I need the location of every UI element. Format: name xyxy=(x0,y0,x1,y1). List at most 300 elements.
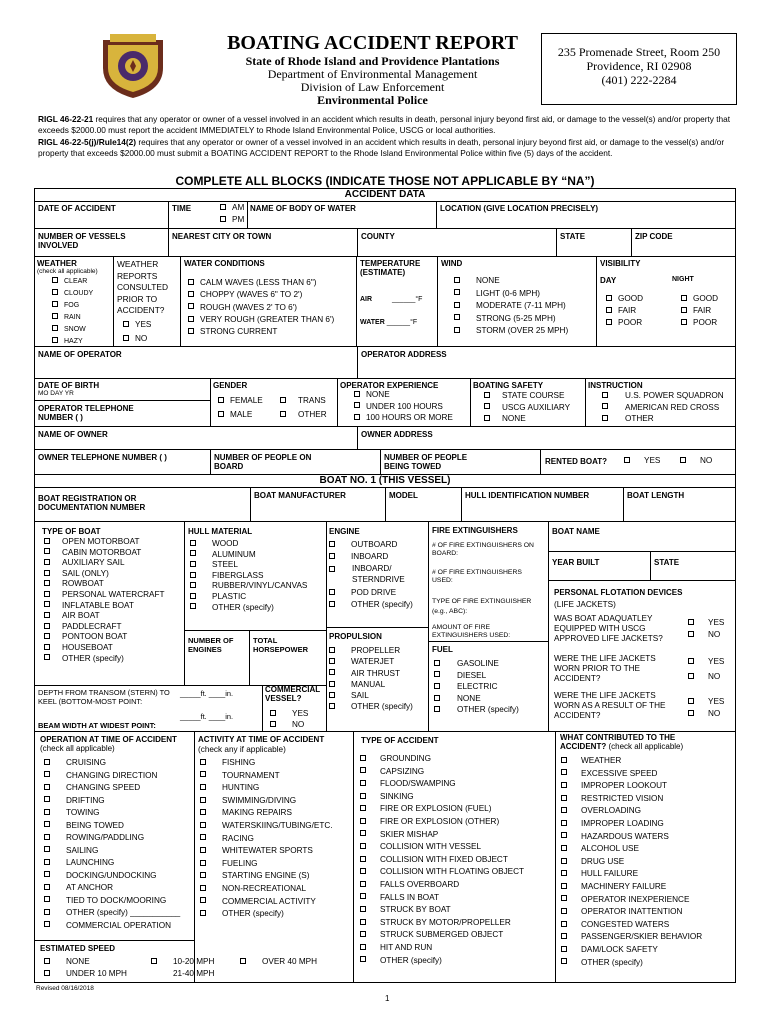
hull-option-5[interactable] xyxy=(190,581,307,592)
division-name: Division of Law Enforcement xyxy=(300,80,445,94)
accident-type-option-7[interactable] xyxy=(360,829,524,842)
accident-type-option-8[interactable] xyxy=(360,841,524,854)
operation-option-2[interactable] xyxy=(44,770,180,783)
contributed-option-6[interactable] xyxy=(561,818,702,831)
activity-options xyxy=(200,757,333,921)
propulsion-option-1[interactable] xyxy=(329,645,413,656)
checkbox-icon xyxy=(200,847,206,853)
hull-option-4[interactable] xyxy=(190,571,307,582)
hull-option-label: STEEL xyxy=(212,560,238,570)
accident-type-option-15[interactable] xyxy=(360,929,524,942)
depth-label: DEPTH FROM TRANSOM (STERN) TO KEEL (BOTTOM-MOST POINT: xyxy=(38,688,170,706)
water-calm[interactable] xyxy=(188,278,334,290)
contributed-option-9[interactable] xyxy=(561,856,702,869)
weather-rain[interactable] xyxy=(52,313,93,325)
safety-uscg-auxiliary-label: USCG AUXILIARY xyxy=(502,402,571,412)
checkbox-icon xyxy=(44,921,50,927)
instruction-power-squadron-label: U.S. POWER SQUADRON xyxy=(625,391,724,400)
safety-none[interactable] xyxy=(484,414,570,426)
gender-other[interactable] xyxy=(280,410,327,421)
wind-none[interactable] xyxy=(454,276,568,289)
boat-type-option-label: HOUSEBOAT xyxy=(62,642,113,652)
fuel-option-5[interactable] xyxy=(434,704,519,716)
boat-type-option-label: INFLATABLE BOAT xyxy=(62,600,134,610)
accident-type-option-10[interactable] xyxy=(360,866,524,879)
contributed-option-7[interactable] xyxy=(561,831,702,844)
accident-type-option-13[interactable] xyxy=(360,904,524,917)
boat-type-option-1[interactable] xyxy=(44,537,165,548)
am-checkbox[interactable] xyxy=(220,203,244,214)
accident-type-option-9[interactable] xyxy=(360,854,524,867)
form-title: BOATING ACCIDENT REPORT xyxy=(227,32,518,54)
activity-option-4[interactable] xyxy=(200,795,333,808)
accident-type-option-label: COLLISION WITH VESSEL xyxy=(380,842,482,852)
activity-option-label: TOURNAMENT xyxy=(222,770,280,780)
boat-type-option-11[interactable] xyxy=(44,643,165,654)
safety-options xyxy=(484,391,570,426)
fuel-option-1[interactable] xyxy=(434,658,519,670)
night-fair-label: FAIR xyxy=(693,306,712,315)
checkbox-icon xyxy=(360,944,366,950)
hull-option-2[interactable] xyxy=(190,550,307,561)
propulsion-option-6[interactable] xyxy=(329,701,413,712)
contributed-label xyxy=(560,733,690,751)
checkbox-icon xyxy=(44,784,50,790)
accident-type-option-3[interactable] xyxy=(360,778,524,791)
location-label: LOCATION (GIVE LOCATION PRECISELY) xyxy=(440,204,599,213)
wind-storm-label: STORM (OVER 25 MPH) xyxy=(476,326,569,335)
checkbox-icon xyxy=(44,548,50,554)
contributed-option-5[interactable] xyxy=(561,805,702,818)
pfd-q2-no[interactable] xyxy=(688,672,720,683)
checkbox-icon xyxy=(44,884,50,890)
propulsion-option-4[interactable] xyxy=(329,679,413,690)
revised-date: Revised 08/16/2018 xyxy=(36,985,94,992)
checkbox-icon xyxy=(434,683,440,689)
weather-options xyxy=(52,277,93,349)
pfd-sublabel: (LIFE JACKETS) xyxy=(554,600,616,609)
speed-none[interactable] xyxy=(44,957,90,968)
checkbox-icon xyxy=(200,759,206,765)
experience-under-100[interactable] xyxy=(354,402,453,414)
checkbox-icon xyxy=(200,872,206,878)
wind-light[interactable] xyxy=(454,289,568,302)
engine-inboard-sterndrive[interactable] xyxy=(329,564,413,588)
water-rough-label: ROUGH (WAVES 2' TO 6') xyxy=(200,302,297,312)
commercial-yes[interactable] xyxy=(270,709,308,720)
weather-reports-yes[interactable] xyxy=(123,320,151,331)
operation-option-6[interactable] xyxy=(44,820,180,833)
speed-under-10[interactable] xyxy=(44,969,127,980)
contributed-option-17[interactable] xyxy=(561,957,702,970)
water-temp-unit: °F xyxy=(410,319,418,326)
accident-type-option-label: OTHER (specify) xyxy=(380,955,442,965)
accident-type-option-label: SKIER MISHAP xyxy=(380,829,439,839)
activity-option-label: OTHER (specify) xyxy=(222,909,284,919)
fire-extinguishers-label: FIRE EXTINGUISHERS xyxy=(432,526,518,535)
checkbox-icon xyxy=(200,822,206,828)
propulsion-option-3[interactable] xyxy=(329,668,413,679)
depth-ft-field[interactable]: _____ft. ____in. xyxy=(180,689,234,698)
contributed-option-label: OPERATOR INEXPERIENCE xyxy=(581,894,690,904)
activity-option-2[interactable] xyxy=(200,770,333,783)
fuel-option-3[interactable] xyxy=(434,681,519,693)
zip-code-label: ZIP CODE xyxy=(635,232,673,241)
boat-type-option-5[interactable] xyxy=(44,579,165,590)
engine-other[interactable] xyxy=(329,600,413,612)
operation-option-label: BEING TOWED xyxy=(66,820,124,830)
wind-label: WIND xyxy=(441,259,463,268)
weather-hazy-label: HAZY xyxy=(64,338,83,345)
operation-option-11[interactable] xyxy=(44,882,180,895)
activity-option-13[interactable] xyxy=(200,908,333,921)
operation-option-label: TOWING xyxy=(66,808,100,817)
operation-label xyxy=(40,735,190,753)
checkbox-icon xyxy=(200,809,206,815)
checkbox-icon xyxy=(44,846,50,852)
water-temp-field[interactable] xyxy=(360,319,417,326)
contributed-option-11[interactable] xyxy=(561,881,702,894)
propulsion-option-label: WATERJET xyxy=(351,657,395,667)
boat-type-option-label: OPEN MOTORBOAT xyxy=(62,537,140,546)
propulsion-option-5[interactable] xyxy=(329,690,413,701)
hull-option-1[interactable] xyxy=(190,539,307,550)
pfd-q2-yes[interactable] xyxy=(688,657,724,668)
pfd-q3-no-label: NO xyxy=(708,709,721,718)
water-strong-current[interactable] xyxy=(188,327,334,339)
checkbox-icon xyxy=(434,706,440,712)
boat-type-option-9[interactable] xyxy=(44,622,165,633)
fuel-option-2[interactable] xyxy=(434,670,519,682)
operation-option-label: ROWING/PADDLING xyxy=(66,833,145,842)
air-temp-field[interactable] xyxy=(360,296,422,303)
accident-type-option-5[interactable] xyxy=(360,803,524,816)
rented-yes[interactable] xyxy=(624,456,660,467)
weather-snow[interactable] xyxy=(52,325,93,337)
contributed-option-1[interactable] xyxy=(561,755,702,768)
hull-option-3[interactable] xyxy=(190,560,307,571)
checkbox-icon xyxy=(190,561,196,567)
type-of-boat-label: TYPE OF BOAT xyxy=(42,527,101,536)
hull-material-options xyxy=(190,539,307,613)
activity-option-label: HUNTING xyxy=(222,783,260,793)
weather-reports-question: WEATHER REPORTS CONSULTED PRIOR TO ACCIDENT? xyxy=(117,259,169,315)
wind-moderate[interactable] xyxy=(454,301,568,314)
checkbox-icon xyxy=(561,807,567,813)
boat-type-option-12[interactable] xyxy=(44,654,165,665)
day-fair[interactable] xyxy=(606,306,643,318)
pfd-q1-yes-label: YES xyxy=(708,618,725,627)
night-poor[interactable] xyxy=(681,318,718,330)
contributed-option-2[interactable] xyxy=(561,768,702,781)
pfd-q1-yes[interactable] xyxy=(688,618,724,629)
pfd-q1-no[interactable] xyxy=(688,630,720,641)
experience-options xyxy=(354,390,453,425)
operation-option-5[interactable] xyxy=(44,807,180,820)
operation-sublabel: (check all applicable) xyxy=(40,744,115,753)
checkbox-icon xyxy=(44,909,50,915)
activity-option-11[interactable] xyxy=(200,883,333,896)
activity-option-12[interactable] xyxy=(200,896,333,909)
pfd-question-2: WERE THE LIFE JACKETS WORN PRIOR TO THE ACCIDENT? xyxy=(554,654,656,683)
propulsion-option-label: OTHER (specify) xyxy=(351,702,413,712)
gender-male[interactable] xyxy=(218,410,252,421)
activity-option-label: SWIMMING/DIVING xyxy=(222,795,297,805)
contributed-option-10[interactable] xyxy=(561,868,702,881)
weather-fog-label: FOG xyxy=(64,302,80,309)
contributed-option-label: HAZARDOUS WATERS xyxy=(581,831,669,841)
visibility-day-options xyxy=(606,294,643,330)
checkbox-icon xyxy=(44,633,50,639)
propulsion-option-2[interactable] xyxy=(329,656,413,667)
engine-inboard[interactable] xyxy=(329,552,413,564)
night-good[interactable] xyxy=(681,294,718,306)
contributed-option-8[interactable] xyxy=(561,843,702,856)
commercial-no-label: NO xyxy=(292,720,305,729)
commercial-no[interactable] xyxy=(270,720,304,731)
temperature-label: TEMPERATURE (ESTIMATE) xyxy=(360,259,421,277)
contributed-option-3[interactable] xyxy=(561,780,702,793)
activity-option-8[interactable] xyxy=(200,845,333,858)
weather-reports-no[interactable] xyxy=(123,334,147,345)
fuel-option-label: NONE xyxy=(457,693,481,703)
law-paragraph-2 xyxy=(38,137,738,158)
contributed-option-label: IMPROPER LOADING xyxy=(581,818,664,828)
beam-ft-field[interactable]: _____ft. ____in. xyxy=(180,712,234,721)
activity-option-10[interactable] xyxy=(200,870,333,883)
activity-option-6[interactable] xyxy=(200,820,333,833)
checkbox-icon xyxy=(200,897,206,903)
pfd-q3-no[interactable] xyxy=(688,709,720,720)
checkbox-icon xyxy=(360,793,366,799)
speed-10-20[interactable] xyxy=(151,957,214,968)
checkbox-icon xyxy=(44,871,50,877)
accident-type-option-6[interactable] xyxy=(360,816,524,829)
fire-amount-used-label: AMOUNT OF FIRE EXTINGUISHERS USED: xyxy=(432,624,511,639)
unit-name: Environmental Police xyxy=(317,93,428,107)
operation-option-14[interactable] xyxy=(44,920,180,933)
engine-other-label: OTHER (specify) xyxy=(351,600,413,609)
activity-option-5[interactable] xyxy=(200,807,333,820)
hin-label: HULL IDENTIFICATION NUMBER xyxy=(465,491,590,500)
checkbox-icon xyxy=(44,796,50,802)
day-poor[interactable] xyxy=(606,318,643,330)
weather-fog[interactable] xyxy=(52,301,93,313)
operation-label-text: OPERATION AT TIME OF ACCIDENT xyxy=(40,735,177,744)
contributed-option-label: DAM/LOCK SAFETY xyxy=(581,944,658,954)
wind-storm[interactable] xyxy=(454,326,568,339)
experience-none-label: NONE xyxy=(366,390,390,399)
hull-option-label: WOOD xyxy=(212,539,239,548)
speed-10-20-label: 10-20 MPH xyxy=(173,957,215,966)
boat-type-option-4[interactable] xyxy=(44,569,165,580)
commercial-yes-label: YES xyxy=(292,709,309,718)
hull-option-7[interactable] xyxy=(190,603,307,614)
fuel-option-4[interactable] xyxy=(434,693,519,705)
type-of-accident-label: TYPE OF ACCIDENT xyxy=(361,736,439,745)
address-line1: 235 Promenade Street, Room 250 xyxy=(557,45,721,59)
fuel-label: FUEL xyxy=(432,645,453,654)
activity-option-9[interactable] xyxy=(200,858,333,871)
contributed-option-14[interactable] xyxy=(561,919,702,932)
accident-type-option-label: SINKING xyxy=(380,791,414,801)
operation-option-label: OTHER (specify) ___________ xyxy=(66,908,181,917)
operation-option-3[interactable] xyxy=(44,782,180,795)
checkbox-icon xyxy=(200,885,206,891)
accident-type-options xyxy=(360,753,524,967)
boat-type-option-8[interactable] xyxy=(44,611,165,622)
checkbox-icon xyxy=(561,845,567,851)
checkbox-icon xyxy=(44,538,50,544)
accident-type-option-label: STRUCK SUBMERGED OBJECT xyxy=(380,930,504,940)
contributed-options xyxy=(561,755,702,969)
accident-type-option-11[interactable] xyxy=(360,879,524,892)
pm-checkbox[interactable] xyxy=(220,215,244,226)
checkbox-icon xyxy=(44,771,50,777)
boat-type-option-6[interactable] xyxy=(44,590,165,601)
operation-option-13[interactable] xyxy=(44,907,180,920)
engine-outboard[interactable] xyxy=(329,540,413,552)
safety-uscg-auxiliary[interactable] xyxy=(484,403,570,415)
accident-type-option-4[interactable] xyxy=(360,791,524,804)
gender-trans[interactable] xyxy=(280,396,326,407)
water-choppy[interactable] xyxy=(188,290,334,302)
checkbox-icon xyxy=(329,658,335,664)
safety-state-course-label: STATE COURSE xyxy=(502,391,565,400)
accident-type-option-2[interactable] xyxy=(360,766,524,779)
pfd-q3-yes[interactable] xyxy=(688,697,724,708)
activity-option-1[interactable] xyxy=(200,757,333,770)
accident-type-option-1[interactable] xyxy=(360,753,524,766)
checkbox-icon xyxy=(44,759,50,765)
checkbox-icon xyxy=(44,821,50,827)
propulsion-options xyxy=(329,645,413,713)
engine-pod-drive[interactable] xyxy=(329,588,413,600)
boat-type-option-label: AUXILIARY SAIL xyxy=(62,558,125,568)
hull-option-6[interactable] xyxy=(190,592,307,603)
accident-type-option-14[interactable] xyxy=(360,917,524,930)
visibility-day-label: DAY xyxy=(600,276,617,285)
operation-option-10[interactable] xyxy=(44,870,180,883)
checkbox-icon xyxy=(360,931,366,937)
checkbox-icon xyxy=(190,572,196,578)
rented-no-label: NO xyxy=(700,456,713,465)
operation-option-label: DOCKING/UNDOCKING xyxy=(66,870,157,880)
air-temp-unit: °F xyxy=(415,296,423,303)
weather-hazy[interactable] xyxy=(52,337,93,349)
operation-option-7[interactable] xyxy=(44,832,180,845)
checkbox-icon xyxy=(561,820,567,826)
instruction-other[interactable] xyxy=(602,414,724,426)
wind-strong[interactable] xyxy=(454,314,568,327)
depth-ft-unit: ft. xyxy=(200,689,207,698)
instruction-red-cross[interactable] xyxy=(602,403,724,415)
accident-type-option-label: CAPSIZING xyxy=(380,766,425,776)
checkbox-icon xyxy=(360,893,366,899)
checkbox-icon xyxy=(360,919,366,925)
wind-moderate-label: MODERATE (7-11 MPH) xyxy=(476,301,566,310)
activity-option-3[interactable] xyxy=(200,782,333,795)
checkbox-icon xyxy=(190,593,196,599)
experience-none[interactable] xyxy=(354,390,453,402)
contributed-option-4[interactable] xyxy=(561,793,702,806)
activity-option-label: COMMERCIAL ACTIVITY xyxy=(222,896,316,906)
activity-label: ACTIVITY AT TIME OF ACCIDENT xyxy=(198,735,325,744)
operation-option-12[interactable] xyxy=(44,895,180,908)
boat-type-option-10[interactable] xyxy=(44,632,165,643)
activity-sublabel: (check any if applicable) xyxy=(198,745,286,754)
address-box xyxy=(541,33,737,105)
accident-type-option-17[interactable] xyxy=(360,955,524,968)
boat-type-options xyxy=(44,537,165,664)
gender-female[interactable] xyxy=(218,396,263,407)
weather-clear[interactable] xyxy=(52,277,93,289)
accident-type-option-label: COLLISION WITH FLOATING OBJECT xyxy=(380,867,525,877)
safety-state-course[interactable] xyxy=(484,391,570,403)
checkbox-icon xyxy=(44,612,50,618)
operation-option-4[interactable] xyxy=(44,795,180,808)
checkbox-icon xyxy=(360,767,366,773)
beam-label: BEAM WIDTH AT WIDEST POINT: xyxy=(38,721,156,730)
contributed-option-label: RESTRICTED VISION xyxy=(581,793,664,803)
night-fair[interactable] xyxy=(681,306,718,318)
speed-over-40[interactable] xyxy=(240,957,317,968)
contributed-option-13[interactable] xyxy=(561,906,702,919)
water-rough[interactable] xyxy=(188,303,334,315)
day-good[interactable] xyxy=(606,294,643,306)
water-very-rough[interactable] xyxy=(188,315,334,327)
accident-type-option-16[interactable] xyxy=(360,942,524,955)
activity-option-7[interactable] xyxy=(200,833,333,846)
rented-no[interactable] xyxy=(680,456,712,467)
checkbox-icon xyxy=(561,908,567,914)
contributed-option-16[interactable] xyxy=(561,944,702,957)
checkbox-icon xyxy=(44,601,50,607)
instruction-power-squadron[interactable] xyxy=(602,391,724,403)
accident-type-option-12[interactable] xyxy=(360,892,524,905)
weather-cloudy[interactable] xyxy=(52,289,93,301)
propulsion-option-label: PROPELLER xyxy=(351,646,401,655)
boat-type-option-7[interactable] xyxy=(44,601,165,612)
propulsion-option-label: AIR THRUST xyxy=(351,668,400,678)
engine-inboard-label: INBOARD xyxy=(351,552,389,561)
operation-option-1[interactable] xyxy=(44,757,180,770)
boat-type-option-3[interactable] xyxy=(44,558,165,569)
pm-label: PM xyxy=(232,215,245,224)
checkbox-icon xyxy=(561,795,567,801)
pfd-question-3: WERE THE LIFE JACKETS WORN AS A RESULT OF THE ACCIDENT? xyxy=(554,691,666,720)
complete-all-blocks-heading: COMPLETE ALL BLOCKS (INDICATE THOSE NOT APPLICABLE BY “NA”) xyxy=(175,174,595,188)
fire-number-used-label: # OF FIRE EXTINGUISHERS USED: xyxy=(432,569,522,584)
contributed-option-12[interactable] xyxy=(561,894,702,907)
page-number: 1 xyxy=(385,994,390,1003)
contributed-option-label: IMPROPER LOOKOUT xyxy=(581,781,667,791)
speed-21-40-label: 21-40 MPH xyxy=(173,969,215,978)
law-paragraph-1 xyxy=(38,114,738,135)
speed-21-40[interactable] xyxy=(173,969,214,980)
contributed-option-15[interactable] xyxy=(561,931,702,944)
owner-name-label: NAME OF OWNER xyxy=(38,430,108,439)
boat-type-option-2[interactable] xyxy=(44,548,165,559)
operation-option-8[interactable] xyxy=(44,845,180,858)
accident-type-option-label: STRUCK BY MOTOR/PROPELLER xyxy=(380,917,511,927)
dob-label: DATE OF BIRTH xyxy=(38,381,100,390)
instruction-options xyxy=(602,391,724,426)
speed-none-label: NONE xyxy=(66,957,90,966)
water-conditions-options xyxy=(188,278,334,339)
operation-option-9[interactable] xyxy=(44,857,180,870)
experience-100-plus[interactable] xyxy=(354,413,453,425)
